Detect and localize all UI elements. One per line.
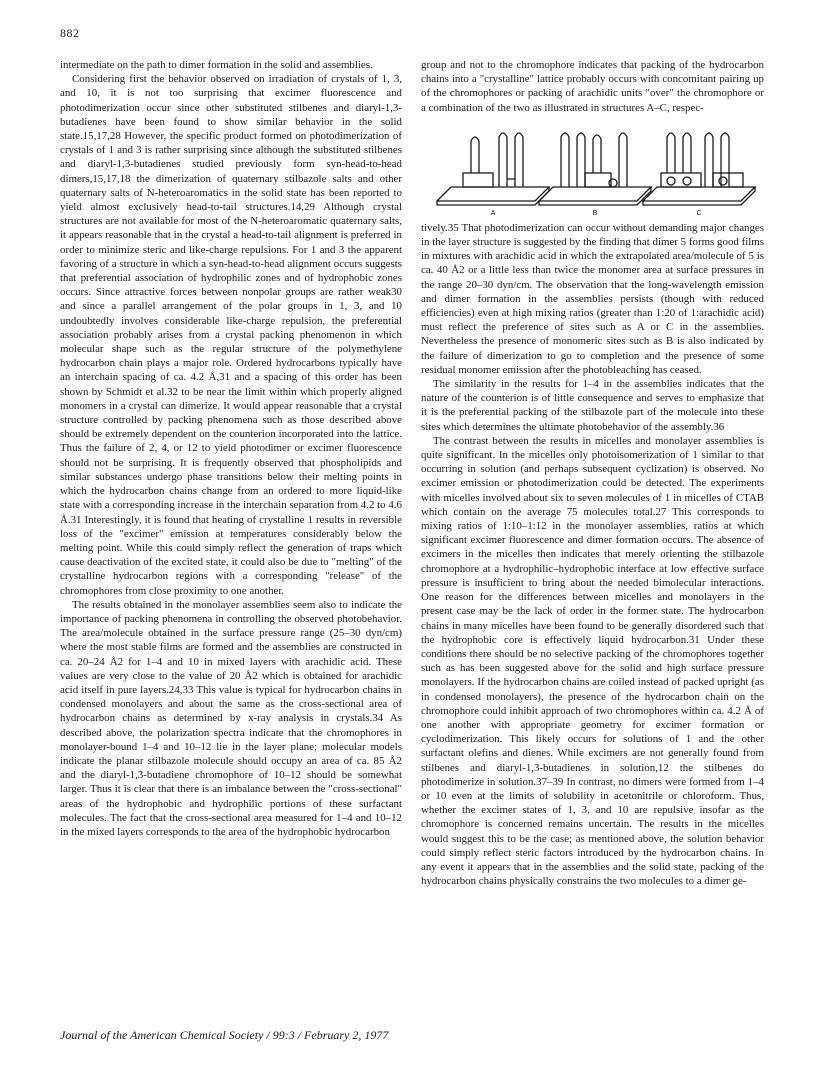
structures-figure: [421, 121, 764, 217]
paragraph: intermediate on the path to dimer formation in the solid and assemblies.: [60, 59, 373, 71]
figure-label-a: A: [490, 209, 496, 217]
structure-a-drawing: [437, 133, 549, 205]
paragraph: The similarity in the results for 1–4 in the assemblies indicates that the nature of the counterion is of little consequence and serves to emphasize that it is the preferential packing of the stilbazole part of the molecule into these sites which determines the ultimate photobehavior of the assembly.36: [421, 378, 764, 433]
paragraph: The contrast between the results in micelles and monolayer assemblies is quite significant. In the micelles only photoisomerization of 1 similar to that occurring in solution (and perhaps subsequent cyclization) is observed. No excimer emission or photodimerization could be detected. The experiments with micelles involved about six to seven molecules of 1 in micelles of CTAB which contain on the average 75 molecules total.27 This corresponds to mixing ratios of 1:10–1:12 in the monolayer assemblies, ratios at which significant excimer fluorescence and dimer formation occurs. The absence of excimers in the micelles then indicates that merely orienting the stilbazole chromophore at a hydrophilic–hydrophobic interface at low effective surface pressure is insufficient to bring about the needed bimolecular interactions. One reason for the differences between micelles and monolayers in the present case may be the lack of order in the former state. The hydrocarbon chains in many micelles have been found to be generally disordered such that the hydrophobic core is effectively liquid hydrocarbon.31 Under these conditions there should be no selective packing of the chromophores together such as has been suggested above for the solid and high surface pressure monolayers. If the hydrocarbon chains are coiled instead of packed upright (as in condensed monolayers), the presence of the hydrocarbon chain on the chromophore could inhibit approach of two chromophores within ca. 4.2 Å of one another with appropriate geometry for excimer formation or cyclodimerization. This likely occurs for solutions of 1 and the other surfactant olefins and dienes. While excimers are not generally found from stilbenes and diaryl-1,3-butadienes in solution,12 the stilbenes do photodimerize in solution.37–39 In contrast, no dimers were formed from 1–4 or 10 even at the limits of solubility in acetonitrile or chloroform. Thus, whether the excimer states of 1, 3, and 10 are repulsive insofar as the chromophore is concerned remains uncertain. The results in the micelles would suggest this to be the case; as mentioned above, the solution behavior could simply reflect steric factors introduced by the hydrocarbon chains. In any event it appears that in the assemblies and the solid state, packing of the hydrocarbon chains physically constrains the two molecules to a dimer ge-: [421, 434, 764, 888]
paragraph: group and not to the chromophore indicates that packing of the hydrocarbon chains into a "crystalline" lattice probably occurs with concomitant pairing up of the chromophores or packing of arachidic units "over" the chromophore or a combination of the two as illustrated in structures A–C, respec-: [421, 59, 764, 114]
page-number: 882: [60, 26, 80, 40]
figure-label-c: C: [696, 209, 702, 217]
paragraph: tively.35 That photodimerization can occur without demanding major changes in the layer structure is suggested by the finding that dimer 5 forms good films in mixtures with arachidic acid in which the extrapolated area/molecule of 5 is ca. 40 Å2 or a little less than twice the monomer area at surface pressures in the range 20–30 dyn/cm. The observation that the long-wavelength emission and dimer formation in the assemblies persists (though with reduced efficiencies) even at high mixing ratios (greater than 1:20 of 1:arachidic acid) must reflect the preference of sites such as A or C in the assemblies. Nevertheless the presence of monomeric sites such as B is also indicated by the failure of dimerization to go to completion and the presence of some residual monomer emission after the photobleaching has ceased.: [421, 221, 764, 376]
figure-label-b: B: [592, 209, 598, 217]
paragraph: The results obtained in the monolayer assemblies seem also to indicate the importance of packing phenomena in controlling the observed photobehavior. The area/molecule obtained in the surface pressure range (25–30 dyn/cm) where the most stable films are formed and the assemblies are constructed in ca. 20–24 Å2 for 1–4 and 10 in mixed layers with arachidic acid. These values are very close to the value of 20 Å2 which is obtained for arachidic acid itself in pure layers.24,33 This value is typical for hydrocarbon chains in condensed monolayers and about the same as the cross-sectional area of hydrocarbon chains as determined by x-ray analysis in crystals.34 As described above, the polarization spectra indicate that the chromophores in monolayer-bound 1–4 and 10–12 lie in the layer plane; molecular models indicate the planar stilbazole molecule should occupy an area of ca. 85 Å2 and the diaryl-1,3-butadiene chromophore of 10–12 should be somewhat larger. Thus it is clear that there is an imbalance between the "cross-sectional" areas of the hydrophobic and hydrophilic portions of these surfactant molecules. The fact that the cross-sectional area measured for 1–4 and 10–12 in the mixed layers corresponds to the area of the hydrophobic hydrocarbon: [60, 598, 402, 838]
structure-c-drawing: [643, 133, 755, 205]
left-column: [60, 58, 402, 839]
journal-footer: Journal of the American Chemical Society / 99:3 / February 2, 1977: [60, 1028, 389, 1042]
paragraph: Considering first the behavior observed on irradiation of crystals of 1, 3, and 10, it is not too surprising that excimer fluorescence and photodimerization occur since other substituted stilbenes and diaryl-1,3-butadienes have been found to show similar behavior in the solid state.15,17,28 However, the specific product formed on photodimerization of crystals of 1 and 3 is rather surprising since although the substituted stilbenes and diaryl-1,3-butadienes studied previously form syn-head-to-head dimers,15,17,18 the dimerization of quaternary stilbazole salts and other quaternary salts of N-heteroaromatics in the solid state has been reported to yield almost exclusively head-to-tail structures.14,29 Although crystal structures are not available for most of the N-heteroaromatic quaternary salts, it appears reasonable that in the crystal a head-to-tail alignment is preferred in order to minimize steric and like-charge repulsions. For 1 and 3 the apparent favoring of a structure in which a syn-head-to-head alignment occurs suggests that preferential association of hydrophilic zones and of hydrophobic zones occurs. Since attractive forces between nonpolar groups are rather weak30 and since a parallel arrangement of the polar groups in 1, 3, and 10 undoubtedly involves considerable like-charge repulsion, the preferential association probably arises from a crystal packing phenomenon in which molecular shape such as the regular structure of the polymethylene hydrocarbon chain plays a major role. Ordered hydrocarbons typically have an interchain spacing of ca. 4.2 Å,31 and a spacing of this order has been shown by Schmidt et al.32 to be near the limit within which properly aligned monomers in a crystal can dimerize. It would appear reasonable that a crystal structure controlled by packing phenomena such as those described above should be extremely dependent on the counterion incorporated into the lattice. Thus the failure of 2, 4, or 12 to yield photodimer or excimer fluorescence should not be surprising. It is frequently observed that phospholipids and similar substances undergo phase transitions below their melting points in which the hydrocarbon chains change from an ordered to more liquid-like state with a corresponding increase in the interchain separation from 4.2 to 4.6 Å.31 Interestingly, it is found that heating of crystalline 1 results in reversible loss of the "excimer" emission at temperatures considerably below the melting point. While this could simply reflect the generation of traps which cause deactivation of the excited state, it could also be due to "melting" of the crystalline hydrocarbon regions with a corresponding "release" of the chromophores from close proximity to one another.: [60, 73, 402, 597]
structure-b-drawing: [539, 133, 651, 205]
right-column: [421, 58, 764, 888]
